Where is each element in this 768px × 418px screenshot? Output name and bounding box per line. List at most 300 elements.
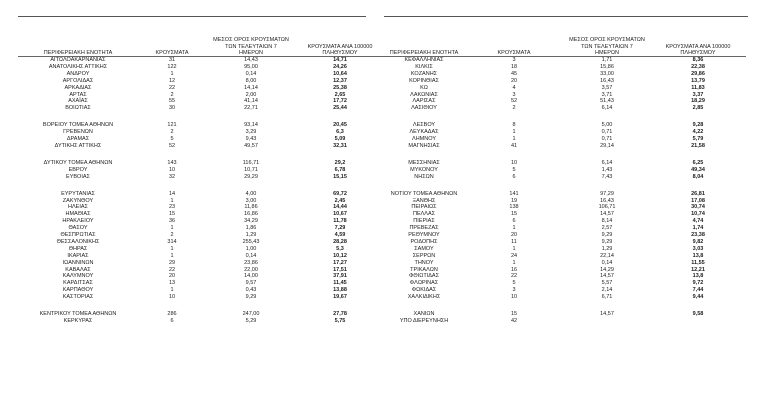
per100k-cell: 13,88 xyxy=(333,287,347,294)
cases-cell: 12 xyxy=(168,77,176,84)
table-row xyxy=(18,311,384,318)
cases-cell: 1 xyxy=(170,225,174,232)
cases-cell: 1 xyxy=(170,70,174,77)
table-row xyxy=(18,253,384,260)
cases-cell: 11 xyxy=(511,238,517,245)
cases-cell: 10 xyxy=(168,294,176,301)
per100k-cell: 21,58 xyxy=(691,142,705,149)
header-avg7-line3: ΗΜΕΡΩΝ xyxy=(595,49,619,56)
cases-cell: 1 xyxy=(512,129,516,136)
cases-cell: 1 xyxy=(512,245,516,252)
table-row xyxy=(384,191,746,198)
per100k-cell: 20,45 xyxy=(333,122,347,129)
cases-cell: 55 xyxy=(168,98,176,105)
regions-table-left xyxy=(18,24,384,325)
per100k-cell: 27,78 xyxy=(333,311,347,318)
avg7-cell: 1,29 xyxy=(601,245,613,252)
avg7-cell: 6,71 xyxy=(601,294,613,301)
per100k-cell: 9,44 xyxy=(692,294,704,301)
per100k-cell: 18,29 xyxy=(691,98,705,105)
region-cell: ΑΡΤΑΣ xyxy=(69,91,87,98)
per100k-cell: 5,75 xyxy=(334,318,346,324)
region-cell: ΒΟΙΩΤΙΑΣ xyxy=(65,105,91,112)
per100k-cell: 10,67 xyxy=(333,211,347,218)
cases-cell: 1 xyxy=(170,287,174,294)
table-row xyxy=(18,191,384,198)
avg7-cell: 51,43 xyxy=(600,98,614,105)
avg7-cell: 8,00 xyxy=(245,77,257,84)
per100k-cell: 11,55 xyxy=(691,259,705,266)
table-row xyxy=(384,211,746,218)
region-cell: ΚΑΡΔΙΤΣΑΣ xyxy=(63,280,93,287)
region-cell: ΤΡΙΚΑΛΩΝ xyxy=(410,266,438,273)
cases-cell: 52 xyxy=(168,142,176,149)
avg7-cell: 93,14 xyxy=(244,122,258,129)
per100k-cell: 6,25 xyxy=(692,159,704,166)
per100k-cell: 32,31 xyxy=(333,142,347,149)
table-row xyxy=(18,280,384,287)
table-row xyxy=(384,273,746,280)
region-cell: ΔΥΤΙΚΗΣ ΑΤΤΙΚΗΣ xyxy=(54,142,102,149)
avg7-cell: 3,00 xyxy=(245,197,257,204)
region-cell: ΜΑΓΝΗΣΙΑΣ xyxy=(408,142,440,149)
avg7-cell: 6,14 xyxy=(601,159,613,166)
avg7-cell: 3,29 xyxy=(245,129,257,136)
header-per100k-line1: ΚΡΟΥΣΜΑΤΑ ΑΝΑ 100000 xyxy=(665,43,731,50)
avg7-cell: 0,14 xyxy=(601,259,613,266)
region-cell: ΞΑΝΘΗΣ xyxy=(412,197,436,204)
cases-cell: 36 xyxy=(168,218,176,225)
spacer-cell xyxy=(18,301,384,311)
region-cell: ΝΟΤΙΟΥ ΤΟΜΕΑ ΑΘΗΝΩΝ xyxy=(390,190,458,197)
avg7-cell: 22,14 xyxy=(600,252,614,259)
region-cell: ΛΕΥΚΑΔΑΣ xyxy=(409,129,439,136)
cases-cell: 286 xyxy=(167,311,177,318)
per100k-cell: 6,78 xyxy=(334,166,346,173)
cases-cell: 24 xyxy=(510,252,518,259)
region-cell: ΥΠΟ ΔΙΕΡΕΥΝΗΣΗ xyxy=(399,318,449,324)
avg7-cell: 9,29 xyxy=(245,294,257,301)
region-cell: ΛΑΡΙΣΑΣ xyxy=(412,98,436,105)
region-cell: ΑΙΤΩΛΟΑΚΑΡΝΑΝΙΑΣ xyxy=(50,57,106,63)
table-row xyxy=(384,167,746,174)
top-rule-left xyxy=(18,16,366,17)
cases-cell: 13 xyxy=(168,280,176,287)
per100k-cell: 13,8 xyxy=(692,273,704,280)
region-cell: ΔΡΑΜΑΣ xyxy=(66,136,90,143)
per100k-cell: 5,79 xyxy=(692,136,704,143)
region-cell: ΘΗΡΑΣ xyxy=(68,245,88,252)
cases-cell: 6 xyxy=(512,173,516,180)
table-row xyxy=(18,232,384,239)
per100k-cell: 25,38 xyxy=(333,84,347,91)
cases-cell: 20 xyxy=(510,77,518,84)
table-row xyxy=(384,78,746,85)
region-cell: ΜΥΚΟΝΟΥ xyxy=(410,166,438,173)
cases-cell: 6 xyxy=(170,318,174,324)
cases-cell: 1 xyxy=(512,225,516,232)
avg7-cell: 0,43 xyxy=(245,287,257,294)
header-avg7-line1: ΜΕΣΟΣ ΟΡΟΣ ΚΡΟΥΣΜΑΤΩΝ xyxy=(569,37,645,44)
region-cell: ΣΕΡΡΩΝ xyxy=(412,252,436,259)
per100k-cell: 12,21 xyxy=(691,266,705,273)
table-row xyxy=(384,143,746,150)
header-per100k-line2: ΠΛΗΘΥΣΜΟΥ xyxy=(680,49,716,56)
per100k-cell: 14,71 xyxy=(333,57,347,63)
avg7-cell: 116,71 xyxy=(242,159,260,166)
per100k-cell xyxy=(650,318,746,325)
group-spacer xyxy=(384,150,746,160)
cases-cell: 1 xyxy=(170,197,174,204)
per100k-cell: 8,36 xyxy=(692,57,704,63)
region-cell: ΤΗΝΟΥ xyxy=(414,259,434,266)
region-cell: ΒΟΡΕΙΟΥ ΤΟΜΕΑ ΑΘΗΝΩΝ xyxy=(42,122,114,129)
per100k-cell: 4,22 xyxy=(692,129,704,136)
avg7-cell: 8,14 xyxy=(601,218,613,225)
per100k-cell: 9,58 xyxy=(692,311,704,318)
avg7-cell: 6,14 xyxy=(601,105,613,112)
region-cell: ΗΜΑΘΙΑΣ xyxy=(65,211,91,218)
table-row xyxy=(18,239,384,246)
region-cell: ΑΡΓΟΛΙΔΑΣ xyxy=(62,77,94,84)
group-spacer xyxy=(384,301,746,311)
cases-cell: 20 xyxy=(510,232,518,239)
per100k-cell: 9,82 xyxy=(692,238,704,245)
per100k-cell: 4,59 xyxy=(334,232,346,239)
table-row xyxy=(18,273,384,280)
table-row xyxy=(18,167,384,174)
cases-cell: 1 xyxy=(170,252,174,259)
per100k-cell: 1,74 xyxy=(692,225,704,232)
table-row xyxy=(18,129,384,136)
per100k-cell: 37,91 xyxy=(333,273,347,280)
per100k-cell: 29,86 xyxy=(691,70,705,77)
region-cell: ΘΕΣΠΡΩΤΙΑΣ xyxy=(60,232,96,239)
table-row xyxy=(18,85,384,92)
region-cell: ΚΑΛΥΜΝΟΥ xyxy=(62,273,94,280)
table-row xyxy=(384,232,746,239)
cases-cell: 8 xyxy=(512,122,516,129)
table-row xyxy=(384,136,746,143)
table-row xyxy=(18,204,384,211)
avg7-cell: 14,57 xyxy=(600,311,614,318)
per100k-cell: 7,29 xyxy=(334,225,346,232)
header-avg7-line2: ΤΩΝ ΤΕΛΕΥΤΑΙΩΝ 7 xyxy=(225,43,277,50)
region-cell: ΚΑΣΤΟΡΙΑΣ xyxy=(62,294,94,301)
region-cell: ΚΟΡΙΝΘΙΑΣ xyxy=(409,77,439,84)
table-row xyxy=(18,105,384,112)
per100k-cell: 13,79 xyxy=(691,77,705,84)
per100k-cell: 10,74 xyxy=(691,211,705,218)
cases-cell: 6 xyxy=(512,218,516,225)
avg7-cell: 34,29 xyxy=(244,218,258,225)
header-per100k-line2: ΠΛΗΘΥΣΜΟΥ xyxy=(322,49,358,56)
avg7-cell: 14,43 xyxy=(244,57,258,63)
avg7-cell: 9,57 xyxy=(245,280,257,287)
region-cell: ΝΗΣΩΝ xyxy=(414,173,434,180)
per100k-cell: 3,03 xyxy=(692,245,704,252)
table-row xyxy=(384,129,746,136)
table-row xyxy=(18,98,384,105)
avg7-cell: 1,00 xyxy=(245,245,257,252)
avg7-cell: 5,29 xyxy=(245,318,257,324)
avg7-cell: 3,71 xyxy=(601,91,613,98)
per100k-cell: 15,15 xyxy=(333,173,347,180)
table-row xyxy=(384,239,746,246)
table-row xyxy=(384,71,746,78)
table-row xyxy=(18,64,384,71)
table-row xyxy=(18,211,384,218)
per100k-cell: 11,78 xyxy=(333,218,347,225)
region-cell: ΕΒΡΟΥ xyxy=(68,166,88,173)
per100k-cell: 10,12 xyxy=(333,252,347,259)
table-row xyxy=(384,311,746,318)
avg7-cell: 0,14 xyxy=(245,70,257,77)
table-row xyxy=(384,253,746,260)
table-row xyxy=(384,160,746,167)
table-row xyxy=(18,287,384,294)
header-per100k xyxy=(650,24,746,57)
cases-cell: 2 xyxy=(170,129,174,136)
cases-cell: 15 xyxy=(510,311,518,318)
cases-cell: 29 xyxy=(168,259,176,266)
cases-cell: 5 xyxy=(170,136,174,143)
per100k-cell: 69,72 xyxy=(333,190,347,197)
cases-cell: 141 xyxy=(509,190,519,197)
table-row xyxy=(18,246,384,253)
header-region: ΠΕΡΙΦΕΡΕΙΑΚΗ ΕΝΟΤΗΤΑ xyxy=(43,49,113,56)
cases-cell: 22 xyxy=(168,266,176,273)
avg7-cell: 33,00 xyxy=(600,70,614,77)
per100k-cell: 24,26 xyxy=(333,63,347,70)
header-per100k-line1: ΚΡΟΥΣΜΑΤΑ ΑΝΑ 100000 xyxy=(307,43,373,50)
per100k-cell: 14,44 xyxy=(333,204,347,211)
per100k-cell: 13,8 xyxy=(692,252,704,259)
spacer-cell xyxy=(384,301,746,311)
table-row xyxy=(384,318,746,325)
header-region: ΠΕΡΙΦΕΡΕΙΑΚΗ ΕΝΟΤΗΤΑ xyxy=(389,49,459,56)
region-cell: ΙΩΑΝΝΙΝΩΝ xyxy=(62,259,94,266)
per100k-cell: 17,08 xyxy=(691,197,705,204)
avg7-cell: 1,29 xyxy=(245,232,257,239)
cases-cell: 2 xyxy=(512,105,516,112)
per100k-cell: 11,45 xyxy=(333,280,347,287)
cases-cell: 3 xyxy=(512,57,516,63)
table-row xyxy=(18,198,384,205)
table-row xyxy=(384,98,746,105)
cases-cell: 3 xyxy=(512,287,516,294)
region-cell: ΚΑΒΑΛΑΣ xyxy=(65,266,91,273)
region-cell: ΘΑΣΟΥ xyxy=(68,225,88,232)
spacer-cell xyxy=(18,150,384,160)
cases-cell: 16 xyxy=(510,266,518,273)
per100k-cell: 17,27 xyxy=(333,259,347,266)
per100k-cell: 28,28 xyxy=(333,238,347,245)
avg7-cell: 0,71 xyxy=(601,136,613,143)
avg7-cell: 2,57 xyxy=(601,225,613,232)
region-cell: ΠΙΕΡΙΑΣ xyxy=(413,218,435,225)
table-row xyxy=(384,294,746,301)
region-cell: ΛΑΣΙΘΙΟΥ xyxy=(411,105,437,112)
per100k-cell: 5,3 xyxy=(336,245,344,252)
region-cell: ΔΥΤΙΚΟΥ ΤΟΜΕΑ ΑΘΗΝΩΝ xyxy=(43,159,113,166)
region-cell: ΑΝΑΤΟΛΙΚΗΣ ΑΤΤΙΚΗΣ xyxy=(48,63,108,70)
avg7-cell: 23,86 xyxy=(244,259,258,266)
per100k-cell: 10,64 xyxy=(333,70,347,77)
table-row xyxy=(18,294,384,301)
region-cell: ΠΕΙΡΑΙΩΣ xyxy=(411,204,437,211)
avg7-cell: 49,57 xyxy=(244,142,258,149)
cases-cell: 143 xyxy=(167,159,177,166)
group-spacer xyxy=(18,112,384,122)
avg7-cell: 14,14 xyxy=(244,84,258,91)
spacer-cell xyxy=(384,181,746,191)
table-row xyxy=(18,143,384,150)
per100k-cell: 17,51 xyxy=(333,266,347,273)
cases-cell: 1 xyxy=(512,259,516,266)
per100k-cell: 19,67 xyxy=(333,294,347,301)
table-row xyxy=(384,92,746,99)
table-row xyxy=(18,318,384,325)
table-row xyxy=(384,287,746,294)
per100k-cell: 25,44 xyxy=(333,105,347,112)
header-per100k xyxy=(296,24,384,57)
cases-cell: 41 xyxy=(510,142,518,149)
avg7-cell: 16,86 xyxy=(244,211,258,218)
spacer-cell xyxy=(384,112,746,122)
table-row xyxy=(18,57,384,64)
per100k-cell: 7,44 xyxy=(692,287,704,294)
region-cell: ΚΕΦΑΛΛΗΝΙΑΣ xyxy=(404,57,444,63)
per100k-cell: 29,2 xyxy=(334,159,346,166)
per100k-cell: 8,04 xyxy=(692,173,704,180)
avg7-cell: 15,86 xyxy=(600,63,614,70)
cases-cell: 19 xyxy=(510,197,518,204)
header-cases: ΚΡΟΥΣΜΑΤΑ xyxy=(155,49,189,56)
avg7-cell: 5,57 xyxy=(601,280,613,287)
avg7-cell: 1,43 xyxy=(601,166,613,173)
table-row xyxy=(18,78,384,85)
cases-cell: 3 xyxy=(512,91,516,98)
cases-cell: 20 xyxy=(168,273,176,280)
cases-cell: 31 xyxy=(168,57,176,63)
cases-cell: 23 xyxy=(168,204,176,211)
per100k-cell: 2,65 xyxy=(334,91,346,98)
table-row xyxy=(384,204,746,211)
avg7-cell: 106,71 xyxy=(598,204,616,211)
table-row xyxy=(18,260,384,267)
avg7-cell: 0,71 xyxy=(601,129,613,136)
table-row xyxy=(384,280,746,287)
per100k-cell: 9,28 xyxy=(692,122,704,129)
avg7-cell: 11,86 xyxy=(244,204,258,211)
region-cell: ΑΡΚΑΔΙΑΣ xyxy=(64,84,92,91)
avg7-cell: 2,00 xyxy=(245,91,257,98)
region-cell: ΑΧΑΪΑΣ xyxy=(68,98,88,105)
table-row xyxy=(384,105,746,112)
per100k-cell: 2,45 xyxy=(334,197,346,204)
region-cell: ΛΗΜΝΟΥ xyxy=(412,136,436,143)
group-spacer xyxy=(384,112,746,122)
per100k-cell: 12,37 xyxy=(333,77,347,84)
avg7-cell: 1,71 xyxy=(601,57,613,63)
spacer-cell xyxy=(18,181,384,191)
table-header-row xyxy=(384,24,746,57)
table-row xyxy=(18,267,384,274)
avg7-cell: 29,14 xyxy=(600,142,614,149)
cases-cell: 32 xyxy=(168,173,176,180)
table-body-left xyxy=(18,57,384,325)
per100k-cell: 5,09 xyxy=(334,136,346,143)
table-row xyxy=(384,260,746,267)
header-avg7 xyxy=(564,24,650,57)
cases-cell: 42 xyxy=(510,318,518,324)
cases-cell: 5 xyxy=(512,166,516,173)
per100k-cell: 4,74 xyxy=(692,218,704,225)
table-row xyxy=(384,64,746,71)
avg7-cell: 5,00 xyxy=(601,122,613,129)
group-spacer xyxy=(18,301,384,311)
table-row xyxy=(384,246,746,253)
cases-cell: 2 xyxy=(170,91,174,98)
per100k-cell: 17,72 xyxy=(333,98,347,105)
avg7-cell: 41,14 xyxy=(244,98,258,105)
region-cell: ΙΚΑΡΙΑΣ xyxy=(67,252,89,259)
region-cell: ΦΛΩΡΙΝΑΣ xyxy=(409,280,439,287)
avg7-cell: 29,29 xyxy=(244,173,258,180)
per100k-cell: 2,85 xyxy=(692,105,704,112)
per100k-cell: 30,74 xyxy=(691,204,705,211)
regions-table-right xyxy=(384,24,746,325)
region-cell: ΦΩΚΙΔΑΣ xyxy=(411,287,437,294)
avg7-cell: 14,57 xyxy=(600,211,614,218)
cases-cell: 10 xyxy=(168,166,176,173)
region-cell: ΠΡΕΒΕΖΑΣ xyxy=(409,225,439,232)
avg7-cell: 1,86 xyxy=(245,225,257,232)
top-rule-right xyxy=(384,16,748,17)
region-cell: ΚΩ xyxy=(420,84,428,91)
cases-cell: 52 xyxy=(510,98,518,105)
region-cell: ΛΕΣΒΟΥ xyxy=(412,122,436,129)
header-avg7-line1: ΜΕΣΟΣ ΟΡΟΣ ΚΡΟΥΣΜΑΤΩΝ xyxy=(213,37,289,44)
spacer-cell xyxy=(384,150,746,160)
region-cell: ΚΟΖΑΝΗΣ xyxy=(410,70,438,77)
region-cell: ΚΙΛΚΙΣ xyxy=(415,63,433,70)
cases-cell: 5 xyxy=(512,280,516,287)
table-row xyxy=(18,174,384,181)
cases-cell: 1 xyxy=(170,245,174,252)
avg7-cell: 10,71 xyxy=(244,166,258,173)
avg7-cell: 4,00 xyxy=(245,190,257,197)
avg7-cell: 9,29 xyxy=(601,238,613,245)
avg7-cell: 16,43 xyxy=(600,197,614,204)
cases-cell: 22 xyxy=(168,84,176,91)
region-cell: ΧΑΝΙΩΝ xyxy=(413,311,435,318)
avg7-cell: 14,29 xyxy=(600,266,614,273)
table-row xyxy=(384,198,746,205)
region-cell: ΛΑΚΩΝΙΑΣ xyxy=(410,91,438,98)
region-cell: ΕΥΡΥΤΑΝΙΑΣ xyxy=(61,190,95,197)
cases-cell: 15 xyxy=(168,211,176,218)
table-row xyxy=(384,218,746,225)
table-row xyxy=(384,174,746,181)
table-row xyxy=(384,225,746,232)
region-cell: ΗΡΑΚΛΕΙΟΥ xyxy=(62,218,94,225)
avg7-cell: 255,43 xyxy=(242,238,260,245)
avg7-cell: 16,43 xyxy=(600,77,614,84)
table-row xyxy=(18,71,384,78)
region-cell: ΑΝΔΡΟΥ xyxy=(66,70,90,77)
